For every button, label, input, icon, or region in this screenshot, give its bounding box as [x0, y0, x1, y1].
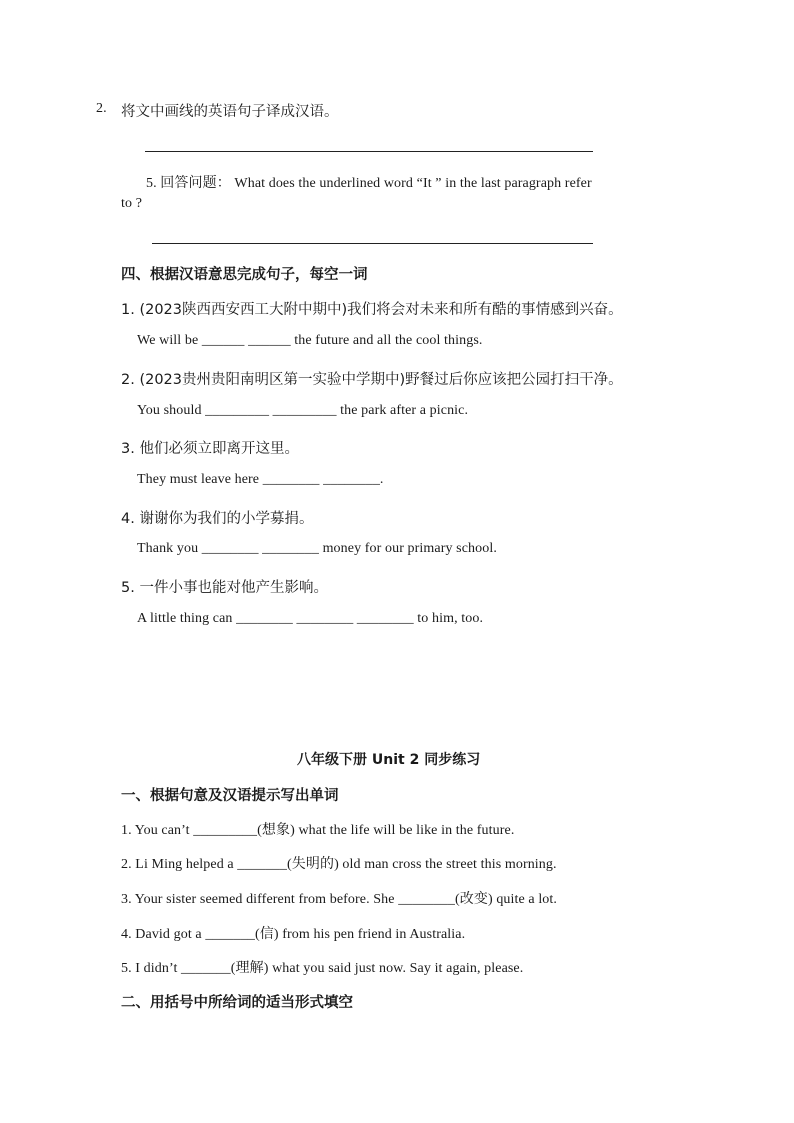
s4-item5-answer: A little thing can ________ ________ ________ to him, too. — [137, 611, 484, 626]
s4-item5-prompt: 5. 一件小事也能对他产生影响。 — [121, 580, 328, 596]
q5-prompt-line2: to ? — [121, 196, 143, 211]
s4-item1-answer: We will be ______ ______ the future and all the cool things. — [137, 333, 483, 348]
s4-item2-answer: You should _________ _________ the park after a picnic. — [137, 403, 469, 418]
unit-title: 八年级下册 Unit 2 同步练习 — [297, 752, 481, 768]
q2-answer-line — [145, 151, 593, 152]
s1-item2: 2. Li Ming helped a _______(失明的) old man cross the street this morning. — [121, 857, 557, 872]
s4-item3-answer: They must leave here ________ ________. — [137, 472, 384, 487]
s4-item1-prompt: 1. (2023陕西西安西工大附中期中)我们将会对未来和所有酷的事情感到兴奋。 — [121, 302, 623, 318]
section4-heading: 四、根据汉语意思完成句子，每空一词 — [121, 267, 368, 283]
q2-prompt: 将文中画线的英语句子译成汉语。 — [121, 104, 339, 120]
q5-answer-line — [152, 243, 593, 244]
q5-prompt-line1: 5. 回答问题： What does the underlined word “It ” in the last paragraph refer — [146, 176, 592, 191]
s1-item4: 4. David got a _______(信) from his pen friend in Australia. — [121, 927, 466, 942]
s4-item2-prompt: 2. (2023贵州贵阳南明区第一实验中学期中)野餐过后你应该把公园打扫干净。 — [121, 372, 623, 388]
s1-item1: 1. You can’t _________(想象) what the life will be like in the future. — [121, 823, 515, 838]
section2-heading: 二、用括号中所给词的适当形式填空 — [121, 995, 353, 1011]
s1-item5: 5. I didn’t _______(理解) what you said just now. Say it again, please. — [121, 961, 524, 976]
s1-item3: 3. Your sister seemed different from before. She ________(改变) quite a lot. — [121, 892, 557, 907]
s4-item4-answer: Thank you ________ ________ money for our primary school. — [137, 541, 497, 556]
s4-item4-prompt: 4. 谢谢你为我们的小学募捐。 — [121, 511, 314, 527]
q2-number: 2. — [96, 101, 107, 116]
s4-item3-prompt: 3. 他们必须立即离开这里。 — [121, 441, 299, 457]
section1-heading: 一、根据句意及汉语提示写出单词 — [121, 788, 339, 804]
